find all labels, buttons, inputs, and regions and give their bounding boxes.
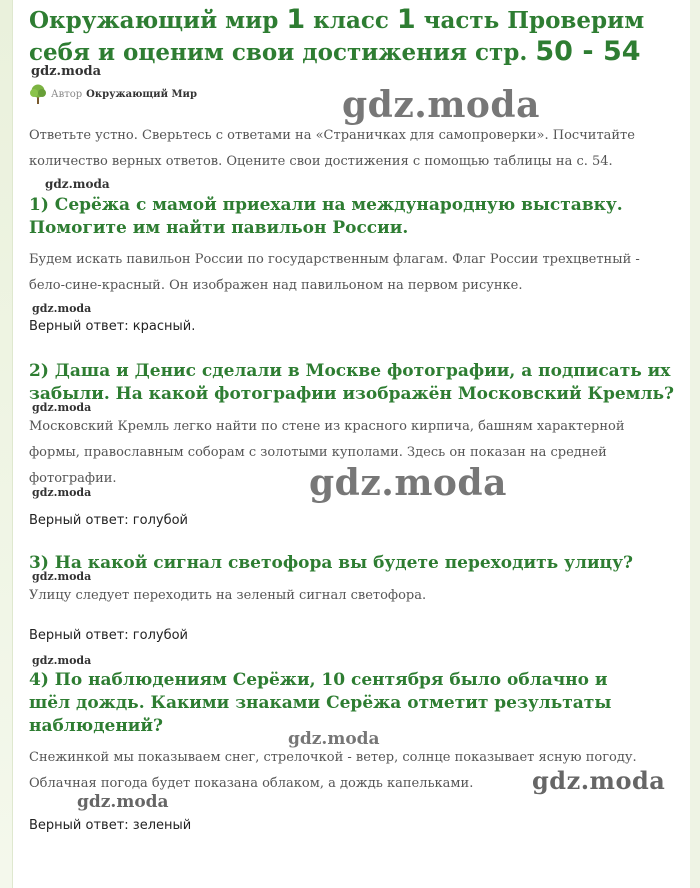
question-1-answer: Верный ответ: красный.	[29, 319, 196, 334]
author-line	[29, 84, 197, 104]
watermark: gdz.moda	[32, 302, 92, 315]
question-3-answer: Верный ответ: голубой	[29, 628, 188, 643]
author-label: Автор	[51, 88, 83, 100]
watermark: gdz.moda	[32, 401, 92, 414]
question-3-heading: 3) На какой сигнал светофора вы будете переходить улицу?	[29, 553, 633, 573]
question-1-heading: 1) Серёжа с мамой приехали на международную выставку. Помогите им найти павильон России.	[29, 195, 623, 238]
question-1-text: Будем искать павильон России по государственным флагам. Флаг России трехцветный - бело-сине-красный. Он изображен над павильоном на первом рисунке.	[29, 252, 640, 293]
watermark: gdz.moda	[288, 729, 380, 749]
watermark: gdz.moda	[45, 177, 110, 191]
watermark: gdz.moda	[342, 84, 540, 126]
watermark: gdz.moda	[77, 792, 169, 812]
question-4-text: Снежинкой мы показываем снег, стрелочкой - ветер, солнце показывает ясную погоду. Облачная погода будет показана облаком, а дождь капельками.	[29, 750, 637, 791]
intro-text: Ответьте устно. Сверьтесь с ответами на «Страничках для самопроверки». Посчитайте количество верных ответов. Оцените свои достижения с помощью таблицы на с. 54.	[29, 128, 635, 169]
page-title: Окружающий мир 1 класс 1 часть Проверим себя и оценим свои достижения стр. 50 - 54	[29, 4, 645, 67]
question-2-answer: Верный ответ: голубой	[29, 513, 188, 528]
question-4-heading: 4) По наблюдениям Серёжи, 10 сентября было облачно и шёл дождь. Какими знаками Серёжа отметит результаты наблюдений?	[29, 670, 612, 736]
question-2-text: Московский Кремль легко найти по стене из красного кирпича, башням характерной формы, православным соборам с золотыми куполами. Здесь он показан на средней фотографии.	[29, 419, 625, 486]
tree-icon	[29, 84, 47, 104]
question-3-text: Улицу следует переходить на зеленый сигнал светофора.	[29, 588, 427, 603]
watermark: gdz.moda	[309, 462, 507, 504]
watermark: gdz.moda	[31, 64, 102, 79]
author-name: Окружающий Мир	[86, 88, 197, 100]
watermark: gdz.moda	[32, 570, 92, 583]
watermark: gdz.moda	[32, 486, 92, 499]
question-2-heading: 2) Даша и Денис сделали в Москве фотографии, а подписать их забыли. На какой фотографии изображён Московский Кремль?	[29, 361, 674, 404]
right-sidebar-strip	[690, 0, 700, 888]
watermark: gdz.moda	[532, 766, 666, 795]
watermark: gdz.moda	[32, 654, 92, 667]
left-sidebar-strip	[0, 0, 13, 888]
question-4-answer: Верный ответ: зеленый	[29, 818, 192, 833]
